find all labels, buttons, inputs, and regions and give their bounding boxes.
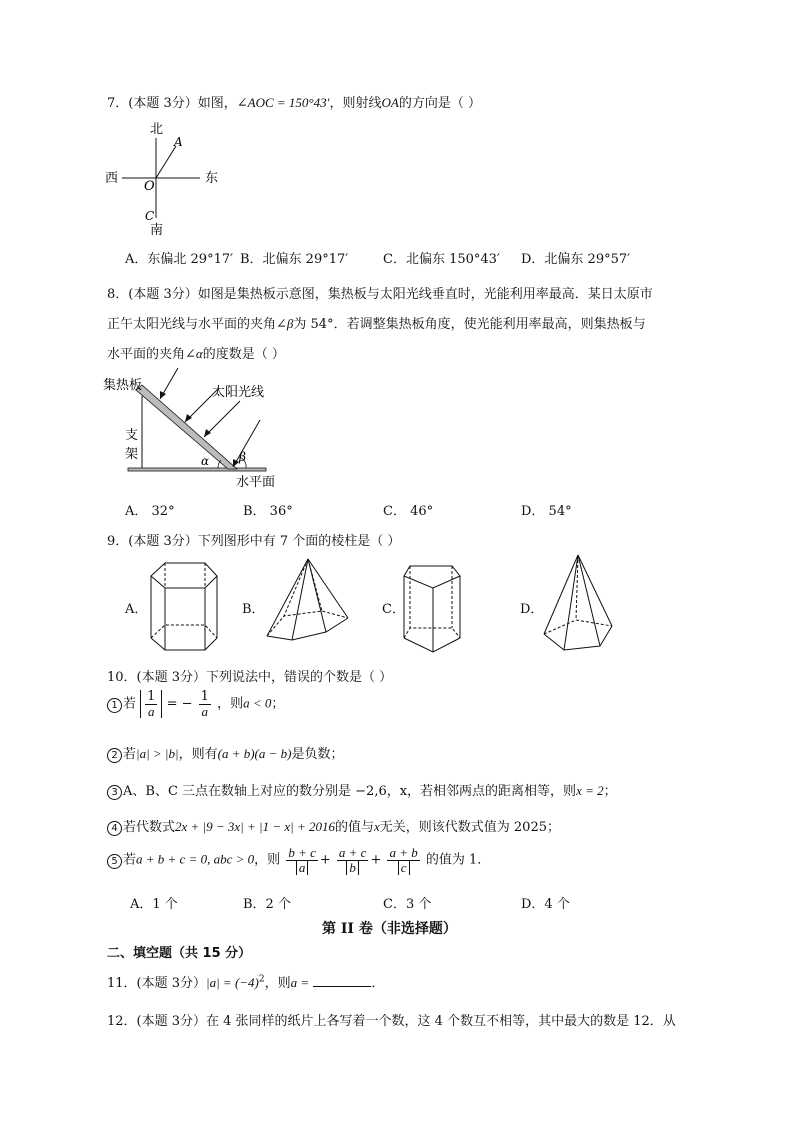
q8-stem-line3: 水平面的夹角∠α的度数是（ ） xyxy=(107,346,285,362)
q10-statement-1: 1 若 $\frac{1}{a}$ = − $\frac{1}{a}$ ，则a < 0； xyxy=(107,690,284,718)
q8-stem-line2: 正午太阳光线与水平面的夹角∠β为 54°．若调整集热板角度，使光能利用率最高，则集热板与 xyxy=(107,316,646,332)
q10-stem: 10．(本题 3分）下列说法中，错误的个数是（ ） xyxy=(107,670,393,685)
q8-option-a[interactable]: A． 32° xyxy=(125,504,175,519)
q9-stem: 9．(本题 3分）下列图形中有 7 个面的棱柱是（ ） xyxy=(107,534,401,549)
q10-statement-4: 4 若代数式2x + |9 − 3x| + |1 − x| + 2016的值与x无关，则该代数式值为 2025； xyxy=(107,816,560,836)
label-support-1: 支 xyxy=(125,428,139,443)
label-support-2: 架 xyxy=(125,447,139,462)
q7-compass-figure xyxy=(100,118,230,238)
label-o: O xyxy=(144,179,155,194)
q9-option-b-label[interactable]: B． xyxy=(242,602,265,617)
q9-option-a-hexagonal-prism[interactable] xyxy=(143,558,228,654)
q12-stem: 12．(本题 3分）在 4 张同样的纸片上各写着一个数，这 4 个数互不相等，其中最大的数是 12．从 xyxy=(107,1014,676,1029)
section-heading: 二、填空题（共 15 分） xyxy=(107,946,252,961)
q7-option-d[interactable]: D．北偏东 29°57′ xyxy=(521,252,631,267)
q10-option-a[interactable]: A．1 个 xyxy=(130,897,178,912)
section-title: 第 II 卷（非选择题） xyxy=(322,921,457,937)
q7-stem: 7．(本题 3分）如图，∠AOC = 150°43′，则射线OA的方向是（ ） xyxy=(107,95,481,111)
q9-option-b-hexagonal-pyramid[interactable] xyxy=(262,556,354,644)
q10-option-d[interactable]: D．4 个 xyxy=(521,897,570,912)
q7-option-c[interactable]: C．北偏东 150°43′ xyxy=(383,252,500,267)
label-board: 集热板 xyxy=(103,378,143,393)
label-south: 南 xyxy=(150,223,164,238)
q10-statement-3: 3 A、B、C 三点在数轴上对应的数分别是 −2,6，x，若相邻两点的距离相等，则x = 2； xyxy=(107,780,617,800)
label-c: C xyxy=(145,209,155,223)
label-north: 北 xyxy=(150,122,164,137)
q9-option-c-label[interactable]: C． xyxy=(382,602,405,617)
q8-solar-panel-figure xyxy=(100,365,290,493)
q8-option-d[interactable]: D． 54° xyxy=(521,504,572,519)
label-beta: β xyxy=(239,450,246,464)
q10-statement-5: 5 若a + b + c = 0, abc > 0，则 $\frac{b + c}{a}$ + $\frac{a + c}{b}$ + $\frac{a + b}{c}$ 的值为 1． xyxy=(107,846,490,874)
q10-option-b[interactable]: B．2 个 xyxy=(243,897,291,912)
q8-stem-line1: 8．(本题 3分）如图是集热板示意图，集热板与太阳光线垂直时，光能利用率最高．某日太原市 xyxy=(107,287,653,302)
label-a: A xyxy=(174,135,183,149)
q11-stem: 11．(本题 3分）$|a| = (-4)^2$，则a = ． xyxy=(107,974,385,991)
q10-option-c[interactable]: C．3 个 xyxy=(383,897,432,912)
q11-answer-blank[interactable] xyxy=(313,974,371,987)
label-ground: 水平面 xyxy=(236,475,276,490)
q9-option-c-pentagonal-prism[interactable] xyxy=(400,560,466,658)
label-alpha: α xyxy=(201,454,210,468)
q9-option-d-label[interactable]: D． xyxy=(520,602,544,617)
q7-option-b[interactable]: B．北偏东 29°17′ xyxy=(240,252,349,267)
q10-statement-2: 2 若|a| > |b|，则有(a + b)(a − b)是负数； xyxy=(107,743,344,763)
q9-option-a-label[interactable]: A． xyxy=(125,602,148,617)
q8-option-b[interactable]: B． 36° xyxy=(243,504,293,519)
label-west: 西 xyxy=(105,171,119,186)
q9-option-d-pentagonal-pyramid[interactable] xyxy=(540,552,616,656)
q8-option-c[interactable]: C． 46° xyxy=(383,504,434,519)
q7-option-a[interactable]: A．东偏北 29°17′ xyxy=(125,252,234,267)
label-east: 东 xyxy=(205,171,219,186)
label-rays: 太阳光线 xyxy=(212,385,265,400)
